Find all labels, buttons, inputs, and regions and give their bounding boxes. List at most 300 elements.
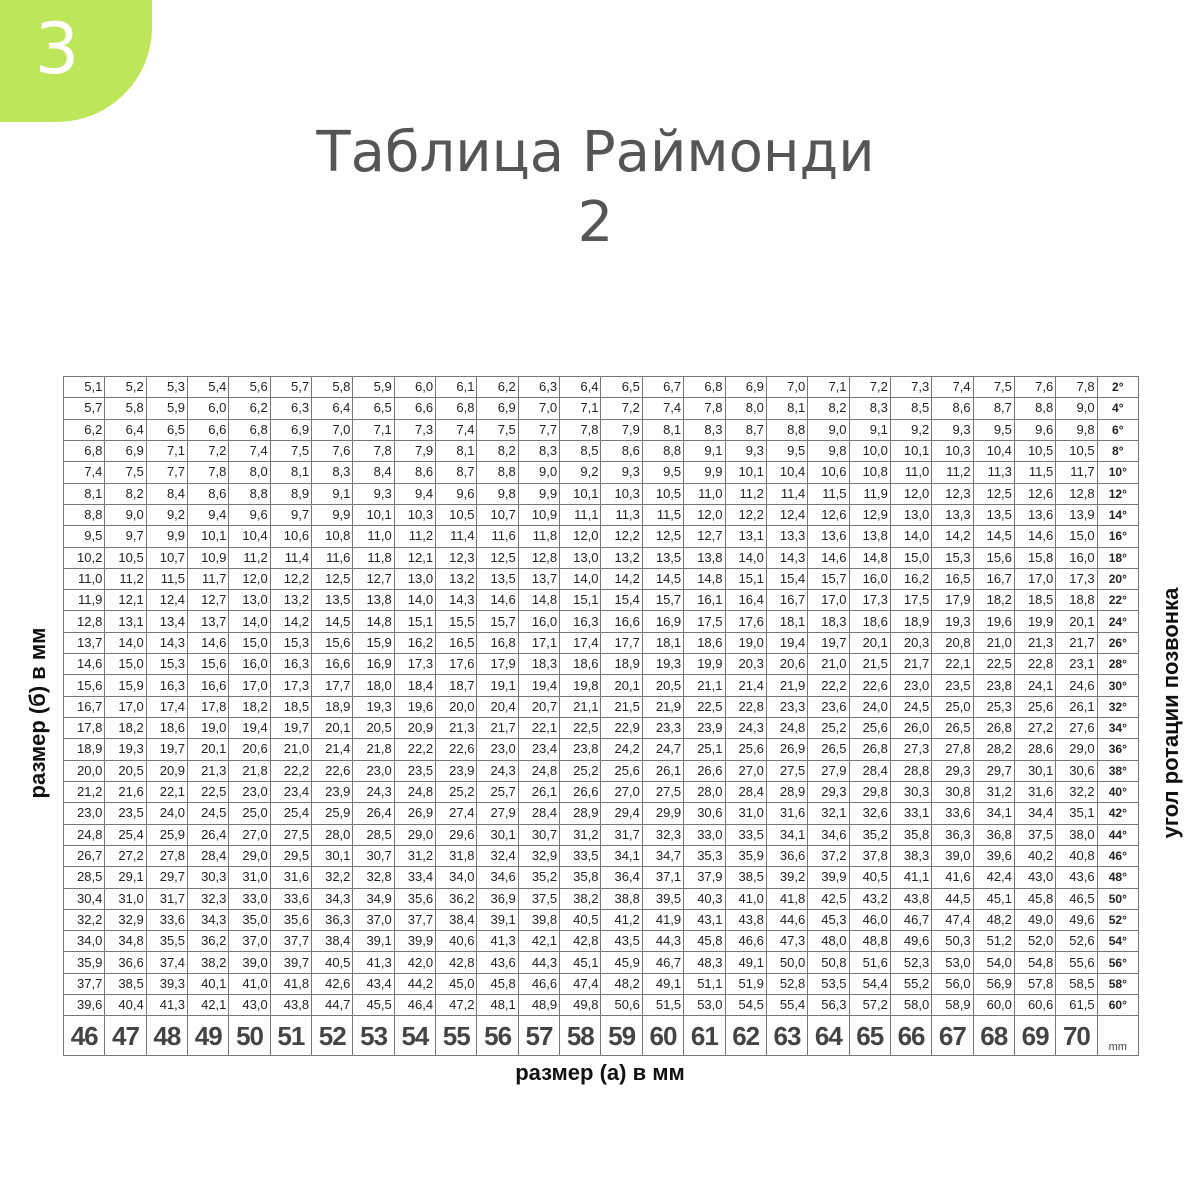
table-cell: 28,4 [849, 760, 890, 781]
table-cell: 16,0 [1056, 547, 1097, 568]
table-cell: 15,7 [642, 590, 683, 611]
table-row [64, 398, 1139, 419]
table-cell: 58,5 [1056, 973, 1097, 994]
table-cell: 7,7 [518, 419, 559, 440]
table-cell: 21,7 [477, 718, 518, 739]
table-cell: 35,0 [229, 909, 270, 930]
table-cell: 17,4 [146, 696, 187, 717]
size-cell: 50 [229, 1016, 270, 1056]
table-cell: 45,8 [477, 973, 518, 994]
table-cell: 25,2 [808, 718, 849, 739]
table-cell: 52,0 [1014, 931, 1055, 952]
table-cell: 13,1 [725, 526, 766, 547]
table-cell: 6,8 [436, 398, 477, 419]
angle-cell: 44° [1097, 824, 1138, 845]
table-row [64, 611, 1139, 632]
table-row [64, 504, 1139, 525]
size-cell: 55 [436, 1016, 477, 1056]
table-cell: 11,2 [725, 483, 766, 504]
table-cell: 32,2 [64, 909, 105, 930]
table-cell: 5,8 [312, 377, 353, 398]
table-cell: 20,7 [518, 696, 559, 717]
table-cell: 26,8 [973, 718, 1014, 739]
table-cell: 18,2 [973, 590, 1014, 611]
table-cell: 17,9 [477, 654, 518, 675]
table-cell: 11,4 [436, 526, 477, 547]
angle-cell: 16° [1097, 526, 1138, 547]
table-cell: 10,1 [188, 526, 229, 547]
table-cell: 9,6 [1014, 419, 1055, 440]
table-cell: 11,4 [766, 483, 807, 504]
table-cell: 10,5 [1014, 440, 1055, 461]
angle-cell: 32° [1097, 696, 1138, 717]
angle-cell: 8° [1097, 440, 1138, 461]
angle-cell: 18° [1097, 547, 1138, 568]
table-cell: 8,1 [766, 398, 807, 419]
table-cell: 20,1 [601, 675, 642, 696]
table-cell: 26,9 [766, 739, 807, 760]
table-cell: 27,0 [601, 781, 642, 802]
table-cell: 32,9 [105, 909, 146, 930]
table-cell: 10,4 [229, 526, 270, 547]
table-cell: 38,8 [601, 888, 642, 909]
table-cell: 45,1 [560, 952, 601, 973]
table-cell: 7,3 [394, 419, 435, 440]
table-cell: 30,3 [890, 781, 931, 802]
table-cell: 28,5 [353, 824, 394, 845]
table-cell: 19,7 [146, 739, 187, 760]
table-cell: 19,0 [188, 718, 229, 739]
table-cell: 17,0 [105, 696, 146, 717]
table-cell: 40,5 [560, 909, 601, 930]
table-cell: 33,0 [684, 824, 725, 845]
table-cell: 22,6 [849, 675, 890, 696]
table-cell: 45,9 [601, 952, 642, 973]
table-cell: 14,3 [436, 590, 477, 611]
table-cell: 11,0 [64, 568, 105, 589]
table-cell: 44,3 [518, 952, 559, 973]
table-cell: 12,0 [560, 526, 601, 547]
angle-cell: 48° [1097, 867, 1138, 888]
table-cell: 49,1 [642, 973, 683, 994]
table-cell: 18,4 [394, 675, 435, 696]
table-cell: 12,8 [64, 611, 105, 632]
table-cell: 61,5 [1056, 995, 1097, 1016]
table-cell: 6,6 [394, 398, 435, 419]
table-row [64, 718, 1139, 739]
table-cell: 30,6 [684, 803, 725, 824]
table-cell: 48,2 [973, 909, 1014, 930]
table-cell: 8,2 [477, 440, 518, 461]
table-cell: 20,9 [394, 718, 435, 739]
table-cell: 6,4 [105, 419, 146, 440]
table-cell: 23,0 [353, 760, 394, 781]
table-cell: 58,0 [890, 995, 931, 1016]
table-cell: 12,0 [890, 483, 931, 504]
table-row [64, 377, 1139, 398]
table-cell: 39,1 [353, 931, 394, 952]
table-cell: 34,1 [973, 803, 1014, 824]
table-cell: 14,5 [973, 526, 1014, 547]
table-cell: 47,4 [560, 973, 601, 994]
table-cell: 36,2 [188, 931, 229, 952]
table-cell: 49,0 [1014, 909, 1055, 930]
table-cell: 7,8 [188, 462, 229, 483]
table-cell: 49,6 [1056, 909, 1097, 930]
table-cell: 27,4 [436, 803, 477, 824]
table-cell: 23,0 [229, 781, 270, 802]
table-cell: 35,2 [849, 824, 890, 845]
table-cell: 12,7 [684, 526, 725, 547]
table-cell: 53,0 [932, 952, 973, 973]
table-cell: 27,9 [808, 760, 849, 781]
table-cell: 21,6 [105, 781, 146, 802]
table-cell: 18,6 [849, 611, 890, 632]
table-cell: 41,9 [642, 909, 683, 930]
table-cell: 21,0 [808, 654, 849, 675]
table-cell: 18,7 [436, 675, 477, 696]
table-cell: 10,1 [353, 504, 394, 525]
size-cell: 70 [1056, 1016, 1097, 1056]
table-cell: 31,8 [436, 845, 477, 866]
table-cell: 12,5 [973, 483, 1014, 504]
table-cell: 27,3 [890, 739, 931, 760]
table-cell: 9,0 [808, 419, 849, 440]
table-cell: 26,0 [890, 718, 931, 739]
table-cell: 50,6 [601, 995, 642, 1016]
table-cell: 43,5 [601, 931, 642, 952]
table-cell: 22,8 [725, 696, 766, 717]
angle-cell: 58° [1097, 973, 1138, 994]
table-cell: 29,7 [146, 867, 187, 888]
table-cell: 18,8 [1056, 590, 1097, 611]
table-cell: 7,6 [1014, 377, 1055, 398]
table-cell: 11,3 [973, 462, 1014, 483]
table-cell: 18,6 [684, 632, 725, 653]
table-cell: 50,0 [766, 952, 807, 973]
table-cell: 35,9 [64, 952, 105, 973]
table-cell: 7,0 [312, 419, 353, 440]
table-cell: 16,5 [436, 632, 477, 653]
angle-cell: 24° [1097, 611, 1138, 632]
title-line-2: 2 [577, 190, 614, 255]
table-cell: 25,7 [477, 781, 518, 802]
table-row [64, 824, 1139, 845]
table-cell: 55,2 [890, 973, 931, 994]
table-cell: 23,6 [808, 696, 849, 717]
table-row [64, 419, 1139, 440]
table-cell: 15,3 [932, 547, 973, 568]
table-cell: 22,5 [684, 696, 725, 717]
table-cell: 26,1 [1056, 696, 1097, 717]
table-cell: 9,3 [601, 462, 642, 483]
table-cell: 11,2 [105, 568, 146, 589]
table-cell: 44,3 [642, 931, 683, 952]
table-cell: 8,2 [105, 483, 146, 504]
table-cell: 6,5 [601, 377, 642, 398]
table-cell: 34,4 [1014, 803, 1055, 824]
table-cell: 20,5 [642, 675, 683, 696]
table-cell: 52,3 [890, 952, 931, 973]
table-cell: 18,2 [229, 696, 270, 717]
table-cell: 34,6 [808, 824, 849, 845]
table-cell: 41,2 [601, 909, 642, 930]
table-cell: 21,4 [725, 675, 766, 696]
table-cell: 7,3 [890, 377, 931, 398]
table-cell: 50,3 [932, 931, 973, 952]
table-cell: 23,1 [1056, 654, 1097, 675]
table-cell: 51,6 [849, 952, 890, 973]
angle-cell: 52° [1097, 909, 1138, 930]
table-cell: 29,7 [973, 760, 1014, 781]
table-cell: 8,3 [684, 419, 725, 440]
table-cell: 34,8 [105, 931, 146, 952]
table-cell: 18,1 [766, 611, 807, 632]
table-cell: 18,1 [642, 632, 683, 653]
table-cell: 14,8 [684, 568, 725, 589]
table-cell: 6,2 [477, 377, 518, 398]
table-cell: 8,2 [808, 398, 849, 419]
angle-cell: 6° [1097, 419, 1138, 440]
table-cell: 21,5 [601, 696, 642, 717]
table-cell: 11,7 [1056, 462, 1097, 483]
table-cell: 29,6 [436, 824, 477, 845]
table-cell: 13,8 [684, 547, 725, 568]
table-cell: 15,9 [353, 632, 394, 653]
table-cell: 7,8 [560, 419, 601, 440]
table-cell: 15,6 [312, 632, 353, 653]
table-cell: 25,1 [684, 739, 725, 760]
table-cell: 44,7 [312, 995, 353, 1016]
table-cell: 40,3 [684, 888, 725, 909]
table-cell: 33,6 [146, 909, 187, 930]
table-cell: 38,4 [436, 909, 477, 930]
table-cell: 42,1 [518, 931, 559, 952]
table-cell: 27,2 [1014, 718, 1055, 739]
table-cell: 25,9 [146, 824, 187, 845]
table-cell: 46,4 [394, 995, 435, 1016]
table-cell: 19,3 [353, 696, 394, 717]
table-cell: 31,2 [973, 781, 1014, 802]
size-cell: 46 [64, 1016, 105, 1056]
size-cell: 58 [560, 1016, 601, 1056]
table-cell: 20,5 [353, 718, 394, 739]
table-cell: 24,8 [766, 718, 807, 739]
table-cell: 33,5 [560, 845, 601, 866]
table-cell: 46,6 [725, 931, 766, 952]
table-cell: 11,5 [808, 483, 849, 504]
size-cell: 47 [105, 1016, 146, 1056]
table-cell: 25,6 [725, 739, 766, 760]
table-cell: 15,7 [477, 611, 518, 632]
table-cell: 14,3 [766, 547, 807, 568]
table-cell: 22,1 [518, 718, 559, 739]
table-cell: 21,8 [353, 739, 394, 760]
table-cell: 8,1 [436, 440, 477, 461]
table-cell: 10,2 [64, 547, 105, 568]
table-cell: 40,1 [188, 973, 229, 994]
table-cell: 54,8 [1014, 952, 1055, 973]
table-cell: 9,9 [518, 483, 559, 504]
table-cell: 9,1 [684, 440, 725, 461]
table-cell: 24,3 [477, 760, 518, 781]
table-cell: 6,8 [229, 419, 270, 440]
table-cell: 56,3 [808, 995, 849, 1016]
table-cell: 48,0 [808, 931, 849, 952]
table-cell: 7,4 [229, 440, 270, 461]
table-cell: 37,5 [518, 888, 559, 909]
table-cell: 13,3 [932, 504, 973, 525]
table-cell: 13,0 [890, 504, 931, 525]
table-cell: 25,6 [1014, 696, 1055, 717]
table-cell: 17,0 [808, 590, 849, 611]
table-cell: 41,3 [477, 931, 518, 952]
table-cell: 9,2 [560, 462, 601, 483]
size-cell: 54 [394, 1016, 435, 1056]
table-cell: 14,2 [932, 526, 973, 547]
table-cell: 38,2 [188, 952, 229, 973]
table-row [64, 973, 1139, 994]
table-cell: 16,1 [684, 590, 725, 611]
table-cell: 15,6 [64, 675, 105, 696]
table-cell: 47,3 [766, 931, 807, 952]
table-cell: 43,8 [725, 909, 766, 930]
table-cell: 22,6 [312, 760, 353, 781]
table-cell: 48,8 [849, 931, 890, 952]
table-cell: 13,6 [808, 526, 849, 547]
table-cell: 39,6 [973, 845, 1014, 866]
table-cell: 15,1 [725, 568, 766, 589]
table-cell: 17,9 [932, 590, 973, 611]
table-cell: 11,0 [684, 483, 725, 504]
table-cell: 10,1 [560, 483, 601, 504]
table-cell: 54,4 [849, 973, 890, 994]
page-title [0, 118, 1191, 258]
table-cell: 16,0 [849, 568, 890, 589]
table-cell: 12,3 [436, 547, 477, 568]
size-cell: 62 [725, 1016, 766, 1056]
table-cell: 19,6 [973, 611, 1014, 632]
table-cell: 14,0 [725, 547, 766, 568]
table-cell: 23,5 [105, 803, 146, 824]
table-cell: 40,5 [312, 952, 353, 973]
table-cell: 21,3 [188, 760, 229, 781]
table-cell: 32,2 [1056, 781, 1097, 802]
table-cell: 37,7 [64, 973, 105, 994]
table-cell: 36,6 [105, 952, 146, 973]
table-cell: 29,9 [642, 803, 683, 824]
table-cell: 37,0 [353, 909, 394, 930]
table-cell: 46,7 [890, 909, 931, 930]
table-cell: 23,4 [518, 739, 559, 760]
table-cell: 12,4 [146, 590, 187, 611]
table-cell: 35,1 [1056, 803, 1097, 824]
table-cell: 26,6 [684, 760, 725, 781]
table-cell: 14,5 [312, 611, 353, 632]
table-cell: 43,2 [849, 888, 890, 909]
table-cell: 46,6 [518, 973, 559, 994]
table-cell: 48,9 [518, 995, 559, 1016]
table-cell: 6,8 [64, 440, 105, 461]
table-cell: 18,2 [105, 718, 146, 739]
table-cell: 10,1 [890, 440, 931, 461]
rotation-angle-label: угол ротации позвонка [1158, 587, 1183, 839]
table-cell: 17,4 [560, 632, 601, 653]
table-cell: 11,9 [64, 590, 105, 611]
table-cell: 11,2 [932, 462, 973, 483]
table-cell: 28,8 [890, 760, 931, 781]
table-cell: 32,2 [312, 867, 353, 888]
table-cell: 16,8 [477, 632, 518, 653]
table-cell: 10,4 [973, 440, 1014, 461]
table-cell: 40,6 [436, 931, 477, 952]
table-cell: 35,3 [684, 845, 725, 866]
table-cell: 13,5 [642, 547, 683, 568]
angle-cell: 4° [1097, 398, 1138, 419]
table-cell: 47,4 [932, 909, 973, 930]
angle-cell: 38° [1097, 760, 1138, 781]
table-cell: 22,6 [436, 739, 477, 760]
table-cell: 5,3 [146, 377, 187, 398]
table-cell: 8,8 [477, 462, 518, 483]
table-cell: 10,3 [394, 504, 435, 525]
table-cell: 45,0 [436, 973, 477, 994]
table-row [64, 867, 1139, 888]
table-cell: 21,0 [270, 739, 311, 760]
table-cell: 9,1 [849, 419, 890, 440]
table-cell: 7,4 [932, 377, 973, 398]
table-cell: 8,6 [932, 398, 973, 419]
table-cell: 7,7 [146, 462, 187, 483]
table-cell: 6,5 [146, 419, 187, 440]
table-cell: 17,3 [1056, 568, 1097, 589]
table-cell: 15,0 [229, 632, 270, 653]
table-cell: 28,4 [518, 803, 559, 824]
table-cell: 7,4 [64, 462, 105, 483]
table-cell: 11,8 [518, 526, 559, 547]
table-cell: 15,1 [560, 590, 601, 611]
table-cell: 11,5 [146, 568, 187, 589]
angle-cell: 56° [1097, 952, 1138, 973]
table-cell: 9,4 [394, 483, 435, 504]
table-cell: 17,6 [436, 654, 477, 675]
table-cell: 22,1 [932, 654, 973, 675]
table-cell: 34,6 [477, 867, 518, 888]
table-cell: 35,9 [725, 845, 766, 866]
x-axis-label: размер (а) в мм [515, 1060, 685, 1085]
table-cell: 12,5 [312, 568, 353, 589]
table-cell: 22,5 [973, 654, 1014, 675]
table-cell: 7,8 [353, 440, 394, 461]
table-cell: 12,3 [932, 483, 973, 504]
size-cell: 57 [518, 1016, 559, 1056]
table-cell: 34,0 [64, 931, 105, 952]
unit-cell: mm [1097, 1016, 1138, 1056]
table-cell: 12,1 [394, 547, 435, 568]
table-cell: 14,8 [849, 547, 890, 568]
table-cell: 12,7 [188, 590, 229, 611]
table-cell: 12,8 [518, 547, 559, 568]
table-cell: 23,3 [766, 696, 807, 717]
table-cell: 7,0 [766, 377, 807, 398]
table-cell: 36,9 [477, 888, 518, 909]
table-cell: 56,9 [973, 973, 1014, 994]
table-cell: 20,4 [477, 696, 518, 717]
table-row [64, 483, 1139, 504]
table-cell: 10,3 [601, 483, 642, 504]
table-cell: 45,8 [1014, 888, 1055, 909]
table-cell: 16,7 [64, 696, 105, 717]
